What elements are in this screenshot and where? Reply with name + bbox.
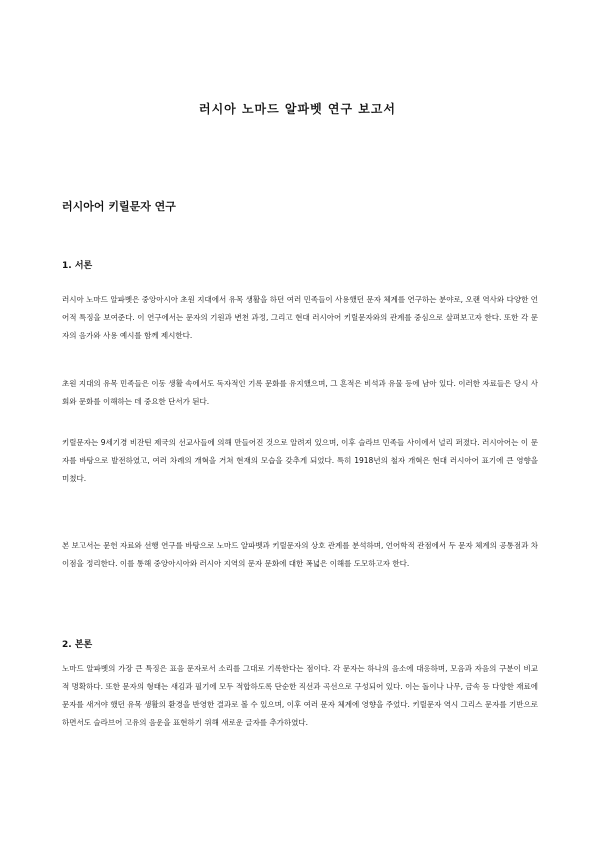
- paragraph: 러시아 노마드 알파벳은 중앙아시아 초원 지대에서 유목 생활을 하던 여러 민족들이 사용했던 문자 체계를 연구하는 분야로, 오랜 역사와 다양한 언어적 특징을 보여준다. 이 연구에서는 문자의 기원과 변천 과정, 그리고 현대 러시아어 키릴문자와의 관계를 중심으로 살펴보고자 한다. 또한 각 문자의 음가와 사용 예시를 함께 제시한다.: [62, 295, 538, 340]
- paragraph: 초원 지대의 유목 민족들은 이동 생활 속에서도 독자적인 기록 문화를 유지했으며, 그 흔적은 비석과 유물 등에 남아 있다. 이러한 자료들은 당시 사회와 문화를 이해하는 데 중요한 단서가 된다.: [62, 379, 538, 406]
- paragraph: 본 보고서는 문헌 자료와 선행 연구를 바탕으로 노마드 알파벳과 키릴문자의 상호 관계를 분석하며, 언어학적 관점에서 두 문자 체계의 공통점과 차이점을 정리한다. 이를 통해 중앙아시아와 러시아 지역의 문자 문화에 대한 폭넓은 이해를 도모하고자 한다.: [62, 541, 538, 568]
- document-subtitle: 러시아어 키릴문자 연구: [62, 200, 176, 213]
- section-heading-introduction: 1. 서론: [62, 261, 93, 271]
- section-heading-body: 2. 본론: [62, 640, 93, 650]
- paragraph: 키릴문자는 9세기경 비잔틴 제국의 선교사들에 의해 만들어진 것으로 알려져 있으며, 이후 슬라브 민족들 사이에서 널리 퍼졌다. 러시아어는 이 문자를 바탕으로 발전하였고, 여러 차례의 개혁을 거쳐 현재의 모습을 갖추게 되었다. 특히 1918년의 철자 개혁은 현대 러시아어 표기에 큰 영향을 미쳤다.: [62, 438, 538, 483]
- paragraph: 노마드 알파벳의 가장 큰 특징은 표음 문자로서 소리를 그대로 기록한다는 점이다. 각 문자는 하나의 음소에 대응하며, 모음과 자음의 구분이 비교적 명확하다. 또한 문자의 형태는 새김과 필기에 모두 적합하도록 단순한 직선과 곡선으로 구성되어 있다. 이는 돌이나 나무, 금속 등 다양한 재료에 문자를 새겨야 했던 유목 생활의 환경을 반영한 결과로 볼 수 있으며, 이후 여러 문자 체계에 영향을 주었다. 키릴문자 역시 그리스 문자를 기반으로 하면서도 슬라브어 고유의 음운을 표현하기 위해 새로운 글자를 추가하였다.: [62, 664, 538, 727]
- document-title: 러시아 노마드 알파벳 연구 보고서: [198, 102, 396, 116]
